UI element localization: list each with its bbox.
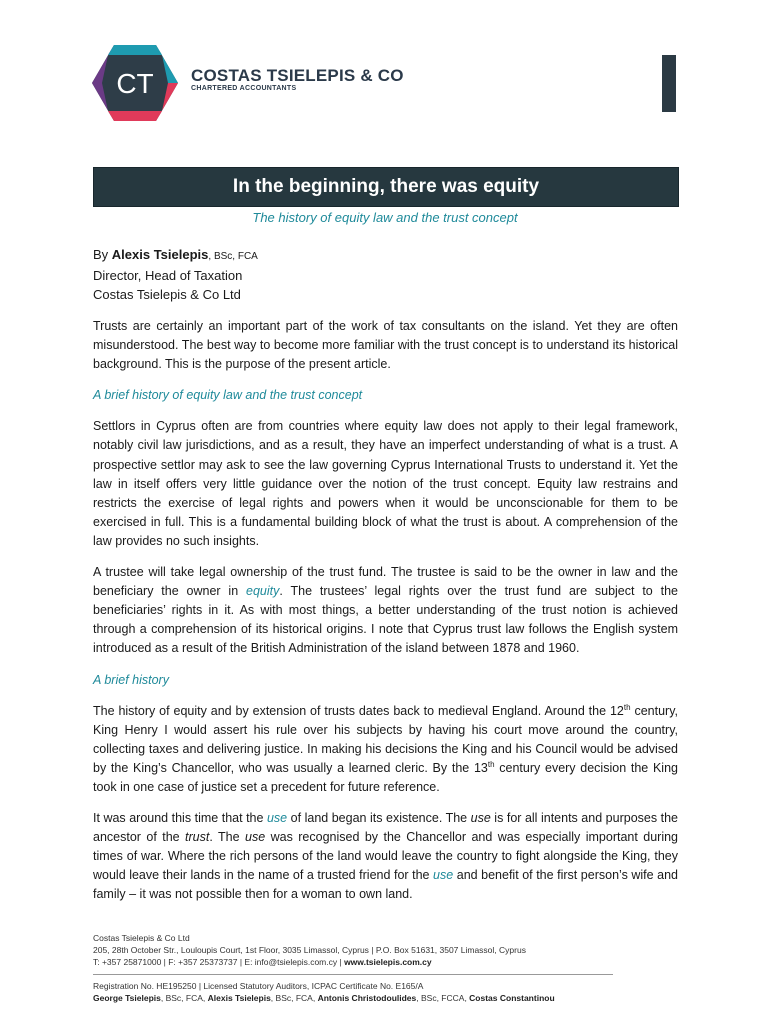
term-trust: trust xyxy=(185,830,210,845)
section-heading-equity-history: A brief history of equity law and the trust concept xyxy=(93,388,363,403)
article-subtitle: The history of equity law and the trust concept xyxy=(252,210,518,225)
footer-partners xyxy=(93,992,613,1004)
partner-name: George Tsielepis xyxy=(93,993,161,1003)
text: was recognised by the Chancellor and was especially important during times of war. Where the rich persons of the land would leave the country to fight alongside the King, they would leave their lands in the name of a trusted friend for the xyxy=(93,830,679,883)
partner-quals: , BSc, FCA, xyxy=(160,993,208,1003)
article-title: In the beginning, there was equity xyxy=(232,176,540,197)
partner-quals: , BSc, FCA, xyxy=(270,993,318,1003)
term-equity: equity xyxy=(246,584,280,599)
partner-name: Costas Constantinou xyxy=(469,993,555,1003)
author-qualifications: , BSc, FCA xyxy=(208,251,258,262)
footer-divider xyxy=(93,974,613,975)
text: and benefit of the first person’s wife and family – it was not possible then for a woman to own land. xyxy=(93,868,678,902)
text: century, King Henry I would assert his rule over his subjects by having his court move around the country, collecting taxes and delivering justice. In making his decisions the King and his Council would be advised by the King’s Chancellor, who was usually a learned cleric. By the 13 xyxy=(93,703,678,775)
article-body xyxy=(93,317,678,917)
firm-name: COSTAS TSIELEPIS & CO xyxy=(191,66,404,85)
text: is for all intents and purposes the ancestor of the xyxy=(93,811,678,845)
partner-name: Antonis Christodoulides xyxy=(317,993,417,1003)
footer-registration: Registration No. HE195250 | Licensed Statutory Auditors, ICPAC Certificate No. E165/A xyxy=(93,981,424,991)
text: . The xyxy=(209,830,246,845)
byline xyxy=(93,245,258,266)
text: century every decision the King took in one case of justice set a precedent for future reference. xyxy=(93,760,678,794)
paragraph-intro: Trusts are certainly an important part of the work of tax consultants on the island. Yet they are often misunderstood. The best way to become more familiar with the trust concept is to understand its historical background. This is the purpose of the present article. xyxy=(93,319,678,372)
logo-text: CT xyxy=(116,68,154,99)
footer-website-link[interactable]: www.tsielepis.com.cy xyxy=(344,957,432,967)
text: The history of equity and by extension of trusts dates back to medieval England. Around the 12 xyxy=(93,703,624,718)
header-accent-bar xyxy=(662,55,676,112)
text: of land began its existence. The xyxy=(287,811,471,826)
term-use: use xyxy=(245,830,266,845)
superscript: th xyxy=(487,759,495,769)
partner-name: Alexis Tsielepis xyxy=(207,993,271,1003)
term-use: use xyxy=(266,811,288,826)
footer-address: 205, 28th October Str., Louloupis Court, 1st Floor, 3035 Limassol, Cyprus | P.O. Box 51631, 3507 Limassol, Cyprus xyxy=(93,945,526,955)
byline-prefix: By xyxy=(93,247,112,262)
author-name: Alexis Tsielepis xyxy=(111,247,209,262)
term-use: use xyxy=(470,811,491,826)
text: . The trustees’ legal rights over the trust fund are subject to the beneficiaries’ rights in it. As with most things, a better understanding of the trust notion is achieved through a comprehension of its historical origins. I note that Cyprus trust law follows the English system introduced as a result of the British Administration of the island between 1878 and 1960. xyxy=(93,584,678,656)
footer-company: Costas Tsielepis & Co Ltd xyxy=(93,933,190,943)
firm-subtitle: CHARTERED ACCOUNTANTS xyxy=(191,85,297,92)
text: It was around this time that the xyxy=(93,811,267,826)
paragraph-use-of-land xyxy=(93,809,678,904)
author-block xyxy=(93,245,258,304)
article-title-box xyxy=(93,167,679,207)
ct-logo xyxy=(90,42,180,124)
superscript: th xyxy=(623,702,631,712)
paragraph-settlors: Settlors in Cyprus often are from countries where equity law does not apply to their legal framework, notably civil law jurisdictions, and as a result, they have an imperfect understanding of what is a trust. A prospective settlor may ask to see the law governing Cyprus International Trusts to understand it. Yet the law in itself offers very little guidance over the notion of the trust concept. Equity law restrains and restricts the exercise of legal rights and powers when it would be unconscionable for them to be exercised in full. This is a fundamental building block of what the trust is about. A comprehension of the law provides no such insights. xyxy=(93,419,678,548)
text: A trustee will take legal ownership of the trust fund. The trustee is said to be the owner in law and the beneficiary the owner in xyxy=(93,565,678,599)
page-footer xyxy=(93,932,613,1004)
author-role: Director, Head of Taxation xyxy=(93,268,243,283)
author-company: Costas Tsielepis & Co Ltd xyxy=(93,287,241,302)
term-use: use xyxy=(433,868,454,883)
footer-phones-email: T: +357 25871000 | F: +357 25373737 | E: info@tsielepis.com.cy | xyxy=(93,957,345,967)
partner-quals: , BSc, FCCA, xyxy=(416,993,470,1003)
paragraph-medieval-england xyxy=(93,702,678,797)
section-heading-brief-history: A brief history xyxy=(93,672,169,687)
paragraph-trustee xyxy=(93,563,678,658)
footer-contact xyxy=(93,956,613,968)
